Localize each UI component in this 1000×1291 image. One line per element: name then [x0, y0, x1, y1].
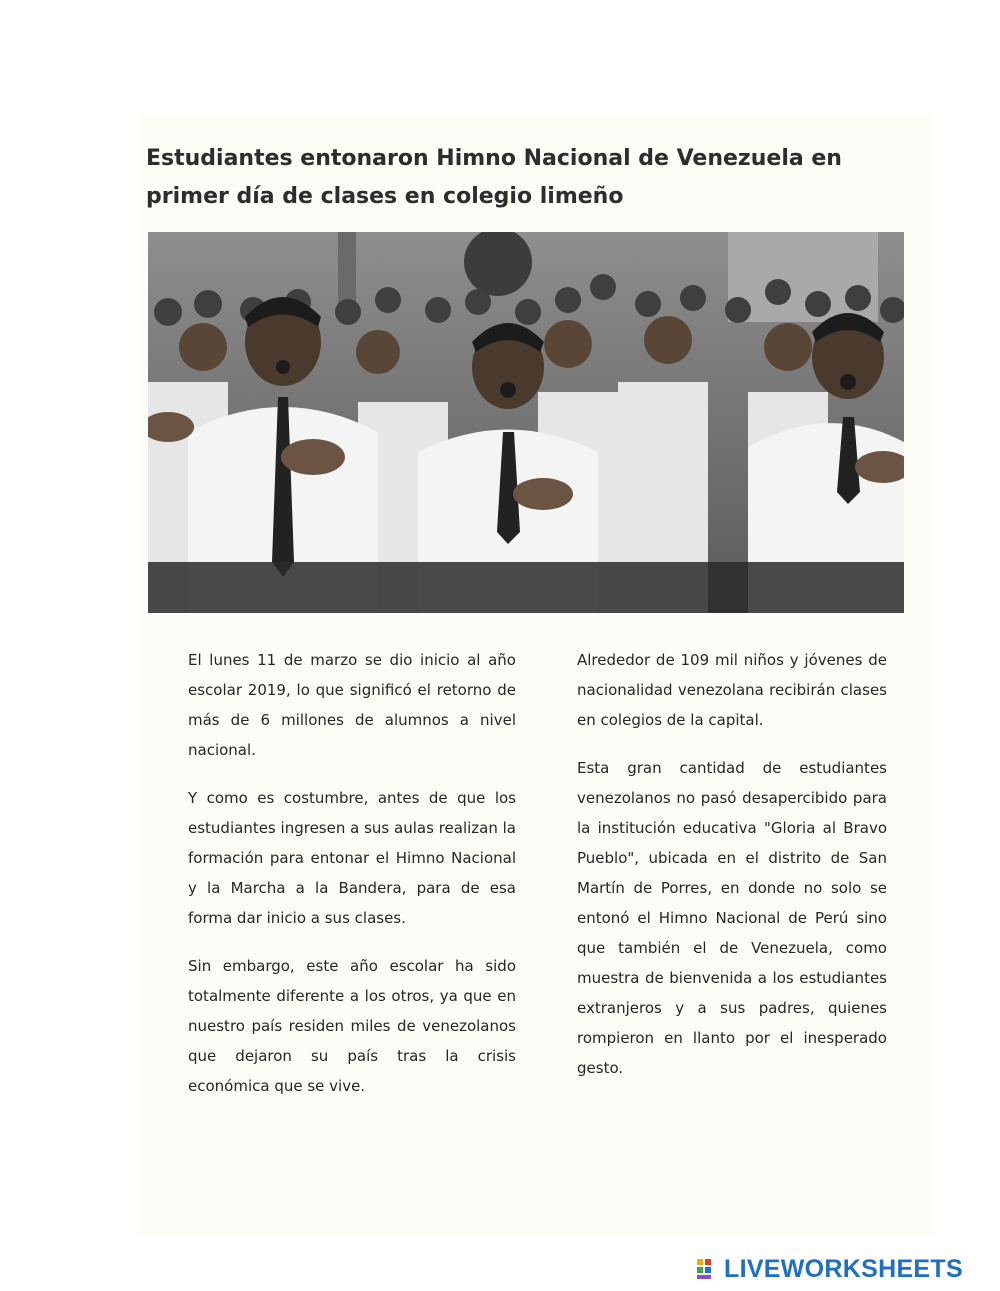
paragraph: El lunes 11 de marzo se dio inicio al año escolar 2019, lo que significó el retorno de más de 6 millones de alumnos a nivel nacional.: [188, 651, 516, 759]
liveworksheets-brand[interactable]: [696, 1254, 963, 1284]
paragraph: Y como es costumbre, antes de que los estudiantes ingresen a sus aulas realizan la formación para entonar el Himno Nacional y la Marcha a la Bandera, para de esa forma dar inicio a sus clases.: [188, 789, 516, 927]
paragraph: Alrededor de 109 mil niños y jóvenes de nacionalidad venezolana recibirán clases en colegios de la capital.: [577, 651, 887, 729]
article-left-column: [188, 645, 516, 1119]
article-right-column: [577, 645, 887, 1101]
liveworksheets-logo-icon: [696, 1257, 720, 1281]
paragraph: Esta gran cantidad de estudiantes venezolanos no pasó desapercibido para la institución educativa "Gloria al Bravo Pueblo", ubicada en el distrito de San Martín de Porres, en donde no solo se entonó el Himno Nacional de Perú sino que también el de Venezuela, como muestra de bienvenida a los estudiantes extranjeros y a sus padres, quienes rompieron en llanto por el inesperado gesto.: [577, 759, 887, 1077]
paragraph: Sin embargo, este año escolar ha sido totalmente diferente a los otros, ya que en nuestro país residen miles de venezolanos que dejaron su país tras la crisis económica que se vive.: [188, 957, 516, 1095]
brand-name: LIVEWORKSHEETS: [724, 1254, 963, 1283]
students-photo: [148, 232, 904, 613]
article-headline: Estudiantes entonaron Himno Nacional de Venezuela en primer día de clases en colegio limeño: [146, 146, 842, 209]
